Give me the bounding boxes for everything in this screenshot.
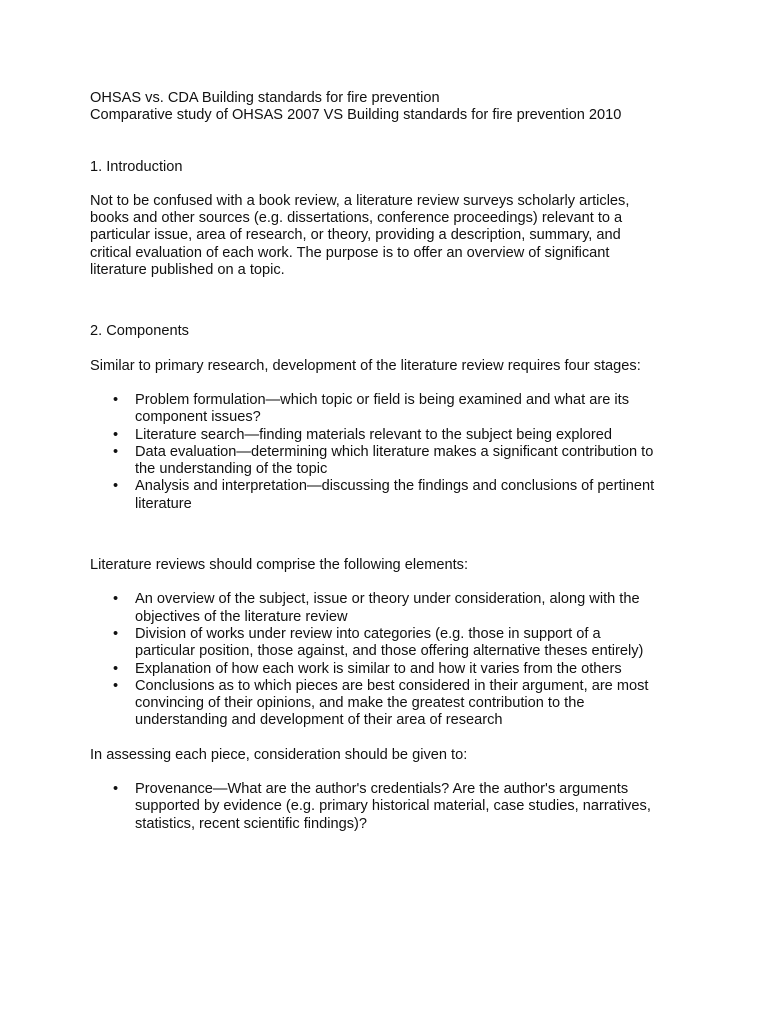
assessing-intro <box>90 747 690 764</box>
list-item <box>90 427 690 444</box>
list-item-line: component issues? <box>135 409 261 426</box>
stages-intro <box>90 358 690 375</box>
intro-text: Literature reviews should comprise the following elements: <box>90 557 468 574</box>
list-item-line: particular position, those against, and those offering alternative theses entirely) <box>135 643 644 660</box>
list-item <box>90 781 690 833</box>
list-item-line: Literature search—finding materials relevant to the subject being explored <box>135 426 612 443</box>
list-item <box>90 478 690 513</box>
bullet-icon: • <box>113 391 119 408</box>
list-item <box>90 392 690 427</box>
list-item-line: Provenance—What are the author's credentials? Are the author's arguments <box>135 781 629 798</box>
list-item <box>90 678 690 730</box>
title-line-1: OHSAS vs. CDA Building standards for fire prevention <box>90 90 440 106</box>
paragraph-line: Not to be confused with a book review, a literature review surveys scholarly articles, <box>90 192 630 209</box>
list-item <box>90 661 690 678</box>
list-item-line: statistics, recent scientific findings)? <box>135 815 367 832</box>
section-1-heading <box>90 159 690 176</box>
list-item-line: An overview of the subject, issue or theory under consideration, along with the <box>135 591 640 608</box>
list-item-line: objectives of the literature review <box>135 608 348 625</box>
bullet-icon: • <box>113 591 119 608</box>
list-item-line: literature <box>135 495 192 512</box>
paragraph-line: critical evaluation of each work. The purpose is to offer an overview of significant <box>90 244 610 261</box>
elements-intro <box>90 557 690 574</box>
introduction-paragraph <box>90 193 690 279</box>
list-item-line: Explanation of how each work is similar to and how it varies from the others <box>135 660 622 677</box>
list-item-line: convincing of their opinions, and make the greatest contribution to the <box>135 695 585 712</box>
document-title <box>90 90 690 125</box>
bullet-icon: • <box>113 478 119 495</box>
list-item-line: Conclusions as to which pieces are best considered in their argument, are most <box>135 677 649 694</box>
list-item-line: Problem formulation—which topic or field is being examined and what are its <box>135 391 629 408</box>
intro-text: In assessing each piece, consideration should be given to: <box>90 746 468 763</box>
assessing-list <box>90 781 690 833</box>
list-item-line: understanding and development of their area of research <box>135 712 503 729</box>
list-item-line: the understanding of the topic <box>135 461 328 478</box>
bullet-icon: • <box>113 625 119 642</box>
bullet-icon: • <box>113 426 119 443</box>
section-heading-text: 2. Components <box>90 323 189 340</box>
bullet-icon: • <box>113 677 119 694</box>
list-item <box>90 626 690 661</box>
bullet-icon: • <box>113 781 119 798</box>
title-line-2: Comparative study of OHSAS 2007 VS Building standards for fire prevention 2010 <box>90 107 622 124</box>
bullet-icon: • <box>113 660 119 677</box>
list-item-line: Division of works under review into categories (e.g. those in support of a <box>135 625 601 642</box>
paragraph-line: particular issue, area of research, or theory, providing a description, summary, and <box>90 227 621 244</box>
paragraph-line: literature published on a topic. <box>90 262 285 279</box>
intro-text: Similar to primary research, development of the literature review requires four stages: <box>90 357 641 374</box>
document-page <box>90 90 690 833</box>
list-item <box>90 591 690 626</box>
bullet-icon: • <box>113 443 119 460</box>
list-item-line: Data evaluation—determining which literature makes a significant contribution to <box>135 443 654 460</box>
elements-list <box>90 591 690 729</box>
section-2-heading <box>90 323 690 340</box>
section-heading-text: 1. Introduction <box>90 158 183 175</box>
list-item <box>90 444 690 479</box>
stages-list <box>90 392 690 513</box>
list-item-line: supported by evidence (e.g. primary historical material, case studies, narratives, <box>135 798 651 815</box>
list-item-line: Analysis and interpretation—discussing the findings and conclusions of pertinent <box>135 478 655 495</box>
paragraph-line: books and other sources (e.g. dissertations, conference proceedings) relevant to a <box>90 210 623 227</box>
